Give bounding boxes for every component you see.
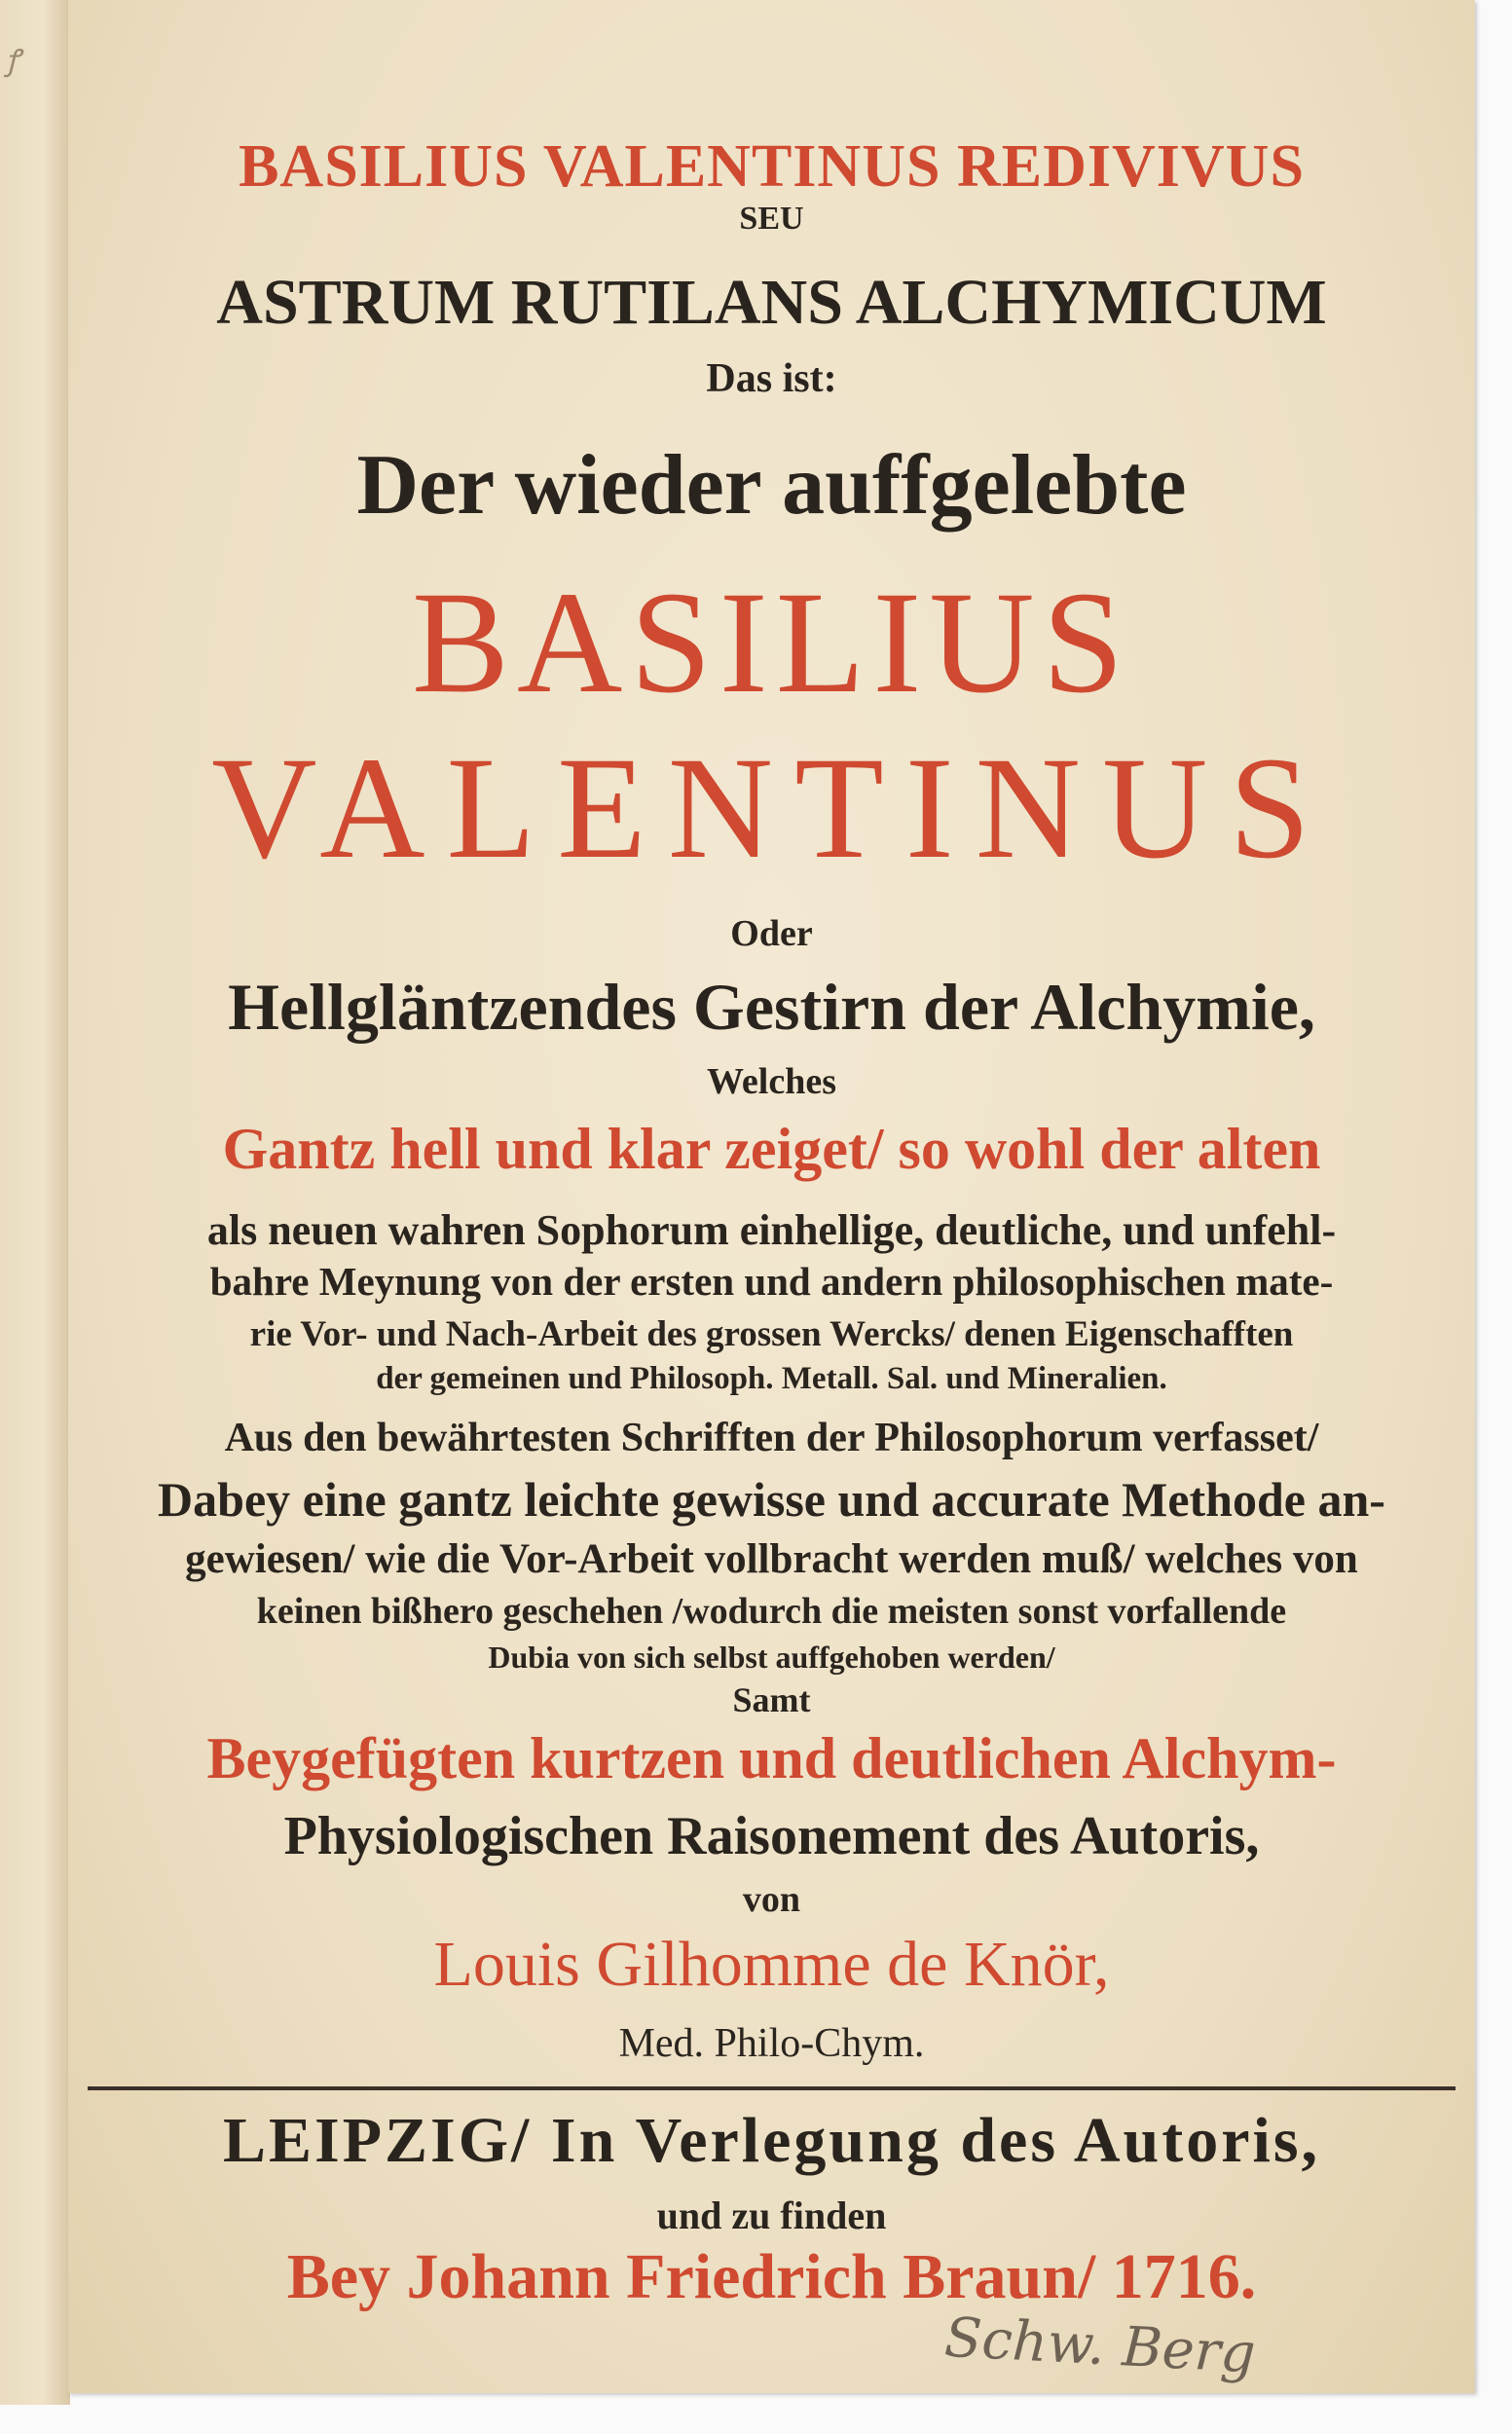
title-line-beygefuegten: Beygefügten kurtzen und deutlichen Alchym- [206, 1726, 1337, 1790]
title-line-basilius: BASILIUS [411, 562, 1132, 723]
handwritten-signature: Schw. Berg [942, 2305, 1258, 2386]
description-line-1: Gantz hell und klar zeiget/ so wohl der alten [222, 1117, 1321, 1181]
imprint-place: LEIPZIG/ In Verlegung des Autoris, [222, 2105, 1321, 2176]
author-title: Med. Philo-Chym. [618, 2021, 925, 2066]
title-page [68, 0, 1475, 2393]
description-line-4: rie Vor- und Nach-Arbeit des grossen Wercks/ denen Eigenschafften [249, 1314, 1294, 1354]
title-line-der-wieder: Der wieder auffgelebte [356, 438, 1187, 533]
description-line-8: gewiesen/ wie die Vor-Arbeit vollbracht werden muß/ welches von [185, 1536, 1358, 1582]
handwritten-marks: ꝭ [6, 45, 20, 77]
title-line-seu: SEU [739, 201, 804, 237]
adjacent-page-edge [0, 0, 70, 2405]
title-line-das-ist: Das ist: [706, 356, 837, 401]
title-line-1: BASILIUS VALENTINUS REDIVIVUS [239, 133, 1305, 200]
description-line-3: bahre Meynung von der ersten und andern philosophischen mate- [209, 1259, 1334, 1304]
description-line-9: keinen bißhero geschehen /wodurch die meisten sonst vorfallende [256, 1591, 1287, 1632]
title-line-physiologischen: Physiologischen Raisonement des Autoris, [283, 1806, 1260, 1866]
description-line-5: der gemeinen und Philosoph. Metall. Sal. und Mineralien. [376, 1361, 1167, 1396]
title-line-oder: Oder [730, 913, 813, 954]
imprint-publisher: Bey Johann Friedrich Braun/ 1716. [286, 2241, 1257, 2312]
description-line-6: Aus den bewährtesten Schrifften der Philosophorum verfasset/ [224, 1416, 1319, 1460]
title-line-samt: Samt [732, 1680, 811, 1719]
divider-rule [88, 2086, 1456, 2090]
description-line-10: Dubia von sich selbst auffgehoben werden/ [488, 1640, 1055, 1675]
title-line-hellglaentzendes: Hellgläntzendes Gestirn der Alchymie, [228, 970, 1315, 1044]
title-line-astrum: ASTRUM RUTILANS ALCHYMICUM [216, 267, 1327, 338]
author-name: Louis Gilhomme de Knör, [433, 1929, 1110, 2000]
description-line-2: als neuen wahren Sophorum einhellige, deutliche, und unfehl- [206, 1206, 1337, 1254]
title-line-von: von [742, 1879, 801, 1920]
description-line-7: Dabey eine gantz leichte gewisse und accurate Methode an- [158, 1472, 1385, 1527]
title-line-welches: Welches [707, 1061, 836, 1102]
imprint-line-2: und zu finden [656, 2194, 887, 2237]
title-line-valentinus: VALENTINUS [211, 727, 1332, 889]
